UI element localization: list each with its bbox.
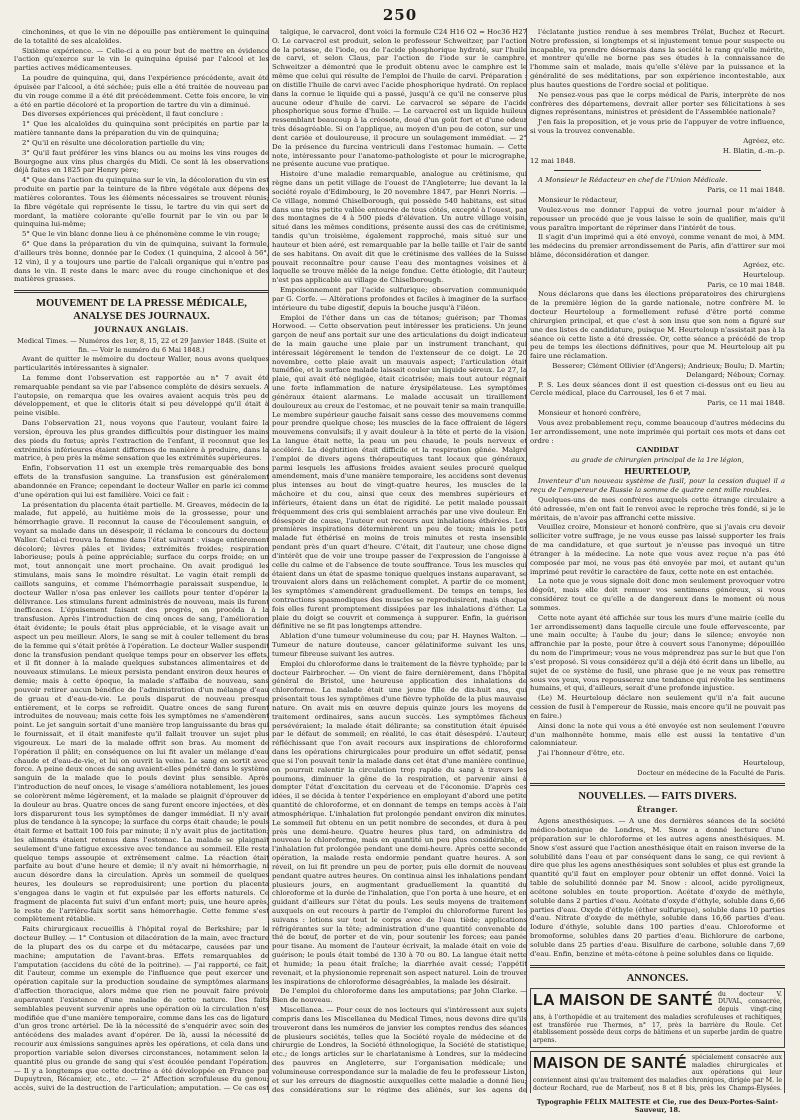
paragraph: Dans l'observation 21, nous voyons que l'auteur, voulant faire la version, éprouva les plus grandes difficultés pour distinguer les mains des pieds du fœtus; après l'extraction de l'enfant, il reconnut que les extrémités inférieures étaient difformes de manière à produire, dans la matrice, à peu près la même sensation que les extrémités supérieures. [14,419,269,463]
news-title: NOUVELLES. — FAITS DIVERS. [578,791,737,803]
paragraph: 6° Que dans la préparation du vin de quinquina, suivant la formule, d'ailleurs très bonne, donnée par le Codex (1 quinquina, 2 alcool à 56°, 12 vin), il y a toujours une partie de l'alcali organique qui n'entre pas dans le vin. Il reste dans le marc avec du rouge cinchonique et des matières grasses. [14,240,269,284]
letter-blatin-date: 12 mai 1848. [530,156,576,165]
advertisement-rochard [530,1051,785,1093]
paragraph: La note que je vous signale doit donc mon seulement provoquer votre dégoût, mais elle doit remuer vos sentimens généreux, si vous considérez tout ce qu'elle a de dangereux dans le moment où nous sommes. [530,577,785,612]
paragraph: Faits chirurgicaux recueillis à l'hôpital royal de Berkshire; par le docteur Bulley. — 1° Contusion et dilacération de la main, avec fracture de la plupart des os du carpe et du métacarpe, causées par une machine; amputation de l'avant-bras. Effets remarquables de l'amputation (accidens du côté de la poitrine). — J'ai rapporté, ce fait, dit l'auteur, comme un exemple de l'influence que peut exercer une opération capitale sur la production soudaine de symptômes alarmans d'affection thoracique, alors même que rien ne pouvait faire prévoir auparavant l'existence d'une maladie de cette nature. Des faits semblables peuvent survenir après une opération où la circulation n'est modifiée que d'une manière temporaire, comme dans les cas de ligature d'un gros tronc artériel. De là la nécessité de s'enquérir avec soin des antécédens des malades avant d'opérer. De là, aussi la nécessité de recourir aux émissions sanguines après les opérations, et cela dans une proportion variable selon diverses circonstances, notamment selon la quantité plus ou grande de sang qui s'est écoulée pendant l'opération. — Il y a longtemps que cette doctrine a été développée en France par Dupuytren, Récamier, etc., etc. — 2° Affection scrofuleuse du genou; accès, suivi de la destruction de l'articulation; amputation. — Ce cas est [14,925,269,1093]
paragraph: Des diverses expériences qui précèdent, il faut conclure : [22,110,224,119]
paragraph: Sixième expérience. — Celle-ci a eu pour but de mettre en évidence l'action qu'exerce sur le vin le quinquina épuisé par l'alcool et les parties actives médicamenteuses. [14,46,269,73]
letter-confrere-date: Paris, ce 11 mai 1848. [707,399,785,408]
declaration-date: Paris, ce 10 mai 1848. [707,280,785,289]
advertisement-duval [530,988,785,1048]
paragraph: 4° Que dans l'action du quinquina sur le vin, la décoloration du vin est produite en partie par la teinture de la fibre végétale aux dépens des matières colorantes. Tous les éléments nécessaires se trouvent réunis; la fibre végétale qui représente le tissu, le tartre du vin qui sert de mordant, la matière colorante qu'elle fournit par le vin ou par le quinquina lui-même; [14,176,269,229]
advertisement-rochard-title: MAISON DE SANTÉ [533,1054,687,1072]
paragraph: Ne pensez-vous pas que le corps médical de Paris, interprète de nos confrères des départemens, devrait aller porter ses félicitations à ses dignes représentans, ministres et président de l'Assemblée nationale? [530,90,785,117]
column-middle [272,28,527,1093]
paragraph: Emploi du chloroforme dans le traitement de la fièvre typhoïde; par le docteur Fairbrocher. — On vient de faire dernièrement, dans l'hôpital général de Bristol, une heureuse application des inhalations de chloroforme. La malade était une jeune fille de dix-huit ans, qui présentait tous les symptômes d'une fièvre typhoïde de la plus mauvaise nature. On avait mis en œuvre depuis quinze jours les moyens de traitement ordinaires, sans aucun succès. Les symptômes fâcheux persévéraient; la malade était délirante; sa constitution était épuisée par le défaut de sommeil; en réalité, le cas était désespéré. L'auteur, réfléchissant que l'on avait recours aux inspirations de chloroforme dans les opérations chirurgicales pour produire un effet sédatif, pensa que si l'on pouvait tenir la malade dans cet état d'une manière continue, on pourrait ralentir la circulation trop rapide du sang à travers les poumons, diminuer la gêne de la respiration, et parvenir ainsi à dompter l'état d'excitation du cerveau et de l'économie. D'après ces idées, il se décida à tenter l'expérience en employant d'abord une petite quantité de chloroforme, et en donnant de temps en temps accès à l'air atmosphérique. L'inhalation fut prolongée pendant environ dix minutes. Le sommeil fut obtenu en un petit nombre de secondes, et dura à peu près une demi-heure. Quatre heures plus tard, on administra de nouveau le chloroforme, mais en quantité un peu plus considérable, et l'inhalation fut prolongée pendant une demi-heure. Après cette seconde opération, la malade resta endormie pendant quatre heures. A son réveil, on lui fit prendre un peu de porter, puis elle dormit de nouveau pendant quatre autres heures. On continua ainsi les inhalations pendant plusieurs jours, en augmentant graduellement la quantité du chloroforme et la durée de l'inhalation, que l'on porta à une heure, et en guidant d'ailleurs sur l'état du pouls. Les seuls moyens de traitement auxquels on eut recours à partir de l'emploi du chloroforme furent les suivans : lotions sur tout le corps avec de l'eau tiède; applications réfrigérantes sur la tête; administration d'une quantité convenable de thé de bœuf, de porter et de vin, pour soutenir les forces; eau panée pour tisane. Au moment de l'auteur écrivait, la malade était en voie de guérison; le pouls était tombé de 130 à 70 ou 80. La langue était nette et humide; la peau était fraîche; la diarrhée avait cessé; l'appétit revenait, et la physionomie reprenait son aspect naturel. Loin de trouver les inspirations de chloroforme désagréables, la malade les désirait. [272,659,527,986]
column-left [14,28,269,1093]
paragraph: l'éclatante justice rendue à ses membres Trélat, Buchez et Recurt. Notre profession, si longtemps et si injustement tenue pour suspecte ou incapable, va prendre désormais dans la société le rang qu'elle mérite, et montrer qu'elle ne borne pas ses études à la connaissance de l'homme sain et malade, mais qu'elle s'élève par la puissance et la généralité de ses méditations, par son expérience incontestable, aux plus hautes questions de l'ordre social et politique. [530,28,785,89]
page-number: 250 [382,6,418,24]
candidat-line: au grade de chirurgien principal de la 1re légion, [571,456,744,465]
paragraph: Enfin, l'observation 11 est un exemple très remarquable des bons effets de la transfusion sanguine. La transfusion est généralement abandonnée en France; cependant le docteur Waller en parle ici comme d'une opération qui lui est familière. Voici ce fait : [14,464,269,499]
letter-blatin-greeting: Agréez, etc. [743,136,785,145]
letter-confrere-body [530,496,785,758]
paragraph: J'ai l'honneur d'être, etc. [538,749,625,758]
letter-heurteloup-address: A Monsieur le Rédacteur en chef de l'Union Médicale. [538,176,728,185]
press-section-subtitle: JOURNAUX ANGLAIS. [94,325,189,335]
paragraph: Il s'agit d'un imprimé qui a été envoyé, comme venant de moi, à MM. les médecins du premier arrondissement de Paris, afin d'attirer sur moi blâme, déconsidération et danger. [530,233,785,260]
paragraph: cinchonines, et que le vin ne dépouille pas entièrement le quinquina de la totalité de ses alcaloïdes. [14,28,269,45]
letter-heurteloup-signature: Heurteloup. [742,270,785,279]
paragraph: Avant de quitter le mémoire du docteur Waller, nous avons quelques particularités intéressantes à signaler. [14,355,269,373]
candidat-label: CANDIDAT [636,446,679,455]
letter-confrere-signature: Heurteloup, [742,759,785,767]
column-left-intro [14,28,269,284]
press-section-title: MOUVEMENT DE LA PRESSE MÉDICALE, ANALYSE DES JOURNAUX. [36,298,247,323]
press-section-reference: Medical Times. — Numéros des 1er, 8, 15, 22 et 29 Janvier 1848. (Suite et fin. — Voir le numéro du 6 Mai 1848.) [17,337,266,354]
paragraph: Nous déclarons que dans les élections préparatoires des chirurgiens de la première légion de la garde nationale, notre confrère M. le docteur Heurteloup a formellement refusé d'être porté comme chirurgien principal, et que c'est à son insu que son nom a figuré sur une des listes de candidature, puisque M. Heurteloup n'assistait pas à la séance où cette liste a été dressée. Or, cette séance a précédé de trop peu de temps les élections définitives, pour que M. Heurteloup ait pu faire une réclamation. [530,290,785,361]
paragraph: 1° Que les alcaloïdes du quinquina sont précipités en partie par la matière tannante dans la préparation du vin de quinquina; [14,120,269,138]
letter-blatin-body [530,28,785,136]
paragraph: Histoire d'une maladie remarquable, analogue au crétinisme, qui règne dans un petit village de l'ouest de l'Angleterre; lue devant la la société royale d'Edimbourg, le 20 novembre 1847, par Henri Norris. — Ce village, nommé Chiselborough, qui possède 540 habitans, est situé dans une très petite vallée entourée de tous côtés, excepté à l'ouest, par des montagnes de 4 à 500 pieds d'élévation. Un autre village voisin, situé dans les mêmes conditions, présente aussi des cas de crétinisme, tandis qu'un troisième, également rapproché, mais situé sur une hauteur et bien aéré, est remarquable par la belle taille et l'air de santé de ses habitans. On avait dit que le crétinisme des vallées de la Suisse pouvait reconnaître pour cause l'eau des montagnes voisines et à laquelle se trouve mêlée de la neige fondue. Cette étiologie, dit l'auteur, n'est pas applicable au village de Chiselborough. [272,170,527,285]
declaration-body [530,290,785,361]
paragraph: (Le) M. Heurteloup déclare non seulement qu'il n'a fait aucune cession de fusil à l'empereur de Russie, mais encore qu'il ne pouvait pas en faire.) [530,694,785,720]
paragraph: Monsieur le rédacteur, [538,196,618,205]
advertisement-duval-title: LA MAISON DE SANTÉ [533,991,713,1009]
paragraph: 2° Qu'il en résulte une décoloration partielle du vin; [22,138,205,147]
printer-footer: Typographie FÉLIX MALTESTE et Cie, rue des Deux-Portes-Saint-Sauveur, 18. [536,1098,779,1114]
paragraph: La poudre de quinquina, qui, dans l'expérience précédente, avait été épuisée par l'alcool, a été séchée; puis elle a été traitée de nouveau par du vin rouge comme il a été dit précédemment. Cette fois encore, le vin a été en partie décoloré et la proportion de tartre du vin a diminué. [14,74,269,109]
candidat-name: HEURTELOUP, [624,466,691,477]
column-middle-body [272,28,527,1093]
news-subtitle: Étranger. [636,805,679,815]
paragraph: De l'emploi du chloroforme dans les amputations; par John Clarke. — Bien de nouveau. [272,987,527,1005]
section-divider [530,783,785,786]
declaration-postscript: P. S. Les deux séances dont il est question ci-dessus ont eu lieu au Cercle médical, place du Carrousel, les 6 et 7 mai. [530,380,785,398]
letter-blatin-signature: H. Blatin, d.-m.-p. [722,146,785,155]
letter-divider [554,170,761,171]
column-left-body [14,355,269,1093]
paragraph: Ainsi donc la note qui vous a été envoyée est non seulement l'œuvre d'un malhonnête homme, mais elle est aussi la tentative d'un calomniateur. [530,721,785,748]
paragraph: 3° Qu'il faut préférer les vins blancs ou au moins les vins rouges de Bourgogne aux vins plus chargés du Midi. Ce sont là les observations déjà faites en 1825 par Henry père; [14,148,269,175]
paragraph: 5° Que le vin blanc donne lieu à ce phénomène comme le vin rouge; [22,230,261,239]
paragraph: La femme dont l'observation est rapportée au n° 7 avait été remarquable pendant sa vie par l'absence complète de désirs sexuels. A l'autopsie, on remarqua que les ovaires avaient acquis très peu de développement, et que le clitoris était si peu développé qu'il était à peine visible. [14,373,269,418]
column-right [530,28,785,1093]
paragraph: J'en fais la proposition, et je vous prie de l'appuyer de votre influence, si vous la trouvez convenable. [530,118,785,136]
letter-heurteloup-date: Paris, ce 11 mai 1848. [707,186,785,195]
advertisement-duval-text: du docteur V. DUVAL, consacrée, depuis vingt-cinq ans, à l'orthopédie et au traitement des maladies scrofuleuses et rachitiques, est transférée rue Thermes, n° 17, près la barrière du Roule. Cet établissement possède deux corps de bâtimens et un superbe jardin de quatre arpens. [533,990,782,1045]
paragraph: Ablation d'une tumeur volumineuse du cou; par H. Haynes Walton. — Tumeur de nature douteuse, cancer gélatiniforme suivant les uns, tumeur fibreuse suivant les autres. [272,632,527,658]
paragraph: talgique, le carvacrol, dont voici la formule C24 H16 O2 = Hoc36 H27 O. Le carvacrol est produit, selon le professeur Schweitzer, par l'action de la potasse, de l'iode, ou de l'acide phosphorique hydraté, sur l'huile de carvi, et selon Claus, par l'action de l'iode sur le camphre. Schweitzer a démontré que le produit obtenu avec le camphre est le même que celui qui résulte de l'emploi de l'huile de carvi. Préparation : on distille l'huile de carvi avec l'acide phosphorique hydraté. On replace dans la cornue le liquide qui a passé, jusqu'à ce qu'il ne conserve plus aucune odeur d'huile de carvi. Le carvacrol se sépare de l'acide phosphorique sous forme d'huile. — Le carvacrol est un liquide huileux ressemblant beaucoup à la créosote, doué d'un goût fort et d'une odeur très désagréable. Si on l'applique, au moyen d'un peu de coton, sur une dent cariée et douloureuse, il procure un soulagement immédiat. — 2° De la présence du furcina ventriculi dans l'estomac humain. — Cette note, intéressante pour l'anatomo-pathologiste et pour le micrographe, ne présente aucune vue pratique. [272,28,527,169]
paragraph: Cette note ayant été affichée sur tous les murs d'une mairie (celle du 1er arrondissement) dans laquelle circule une foule effervescente, par une main occulte; à l'aube du jour; dans le silence; envoyée non affranchie par la poste, pour être à couvert sous l'anonyme; dépouillée du nom de l'imprimeur; vous ne vous méprendrez pas sur le but que l'on s'est proposé. Si vous considérez qu'il a déjà été écrit dans un libelle, au sujet de ce système de fusil, une phrase que je ne veux pas remettre sous vos yeux, vous repousserez une tendance qui révolte les sentimens humains, et qui, d'ailleurs, serait d'une profonde injustice. [530,613,785,693]
section-divider [530,965,785,968]
paragraph: La présentation du placenta était partielle. M. Greaves, médecin de la malade, fut appelé, au huitième mois de la grossesse, pour une hémorrhagie grave. Il reconnut la cause de l'écoulement sanguin, et voyant sa malade dans un désespoir, il réclama le concours du docteur Waller. Celui-ci trouva la femme dans l'état suivant : visage entièrement décoloré; lèvres pâles et livides; extrémités froides; respiration laborieuse; pouls à peine appréciable; surface du corps froide; en un mot, tout annonçait une mort prochaine. On avait prodigué les stimulans, mais sans le moindre résultat. Le vagin était rempli de caillots sanguins, et comme l'hémorrhagie paraissait suspendue, le docteur Waller n'osa pas enlever les caillots pour tenter d'opérer la délivrance. Les stimulans furent administrés de nouveau, mais ils furent inefficaces. L'épuisement faisant des progrès, on procéda à la transfusion. Après l'introduction de cinq onces de sang, l'amélioration était évidente; le pouls était plus appréciable, et le visage avait un aspect un peu meilleur. Alors, le sang se mit à couler tellement du bras de la femme qui s'était prêtée à l'opération. Le docteur Waller suspendit donc la transfusion pendant quelque temps pour en observer les effets, et il fit donner à la malade quelques substances alimentaires et de nouveaux stimulans. Le mieux persista pendant environ deux heures et demie; mais à cette époque, la malade s'affaiba de nouveau, sans pouvoir retirer aucun bénéfice de l'administration d'un mélange d'eau de gruau et d'eau-de-vie. Le pouls disparut de nouveau presque entièrement, et le corps se refroidit. Quatre onces de sang furent introduites de nouveau; mais cette fois les symptômes ne s'amendèrent point. Le jet sanguin sortait d'une manière trop languissante du bras qui le fournissait, et il était manifeste qu'il fallait trouver un sujet plus vigoureux. Le mari de la malade offrit son bras. Au moment de l'opération il pâlit; en conséquence on lui fit avaler un mélange d'eau chaude et d'eau-de-vie, et lui on ouvrit la veine. Le sang en sortit avec force. A peine deux onces de sang avaient-elles pénétré dans le système sanguin de la malade que le pouls devint plus sensible. Après l'introduction de neuf onces, le visage s'améliora notablement, les joues se colorèrent même légèrement, et la malade se plaignit d'éprouver de la douleur au bras. Quatre onces de sang furent encore injectées, et dès lors disparurent tous les symptômes de danger immédiat. Il n'y avait plus de tendance à la syncope; la surface du corps était chaude; le pouls était ferme et battait 100 fois par minute; il n'y avait plus de jactitation; les aliments étaient retenus dans l'estomac. La malade se plaignait seulement d'une fatigue excessive avec tendance au sommeil. Elle resta quelque temps assoupie et extrêmement calme. La réaction était parfaite au bout d'une heure et demie; il n'y avait ni hémorrhagie, ni aucun désordre dans la circulation. Après un sommeil de quelques heures, les douleurs se reproduisirent; une portion du placenta s'engagea dans le vagin et fut expulsée par les efforts naturels. Ce fragment de placenta fut suivi d'un enfant mort; puis, une heure après, le reste de l'arrière-faix sortit sans hémorrhagie. Cette femme s'est complètement rétablie. [14,500,269,924]
ads-title: ANNONCES. [626,972,689,984]
declaration-signers: Besserer; Clément Ollivier (d'Angers); Andrieux; Boulu; D. Martin; Delangard; Néboux; Cornay. [552,361,785,379]
paragraph: Miscellanea. — Pour ceux de nos lecteurs qui s'intéressent aux sujets compris dans les Miscellanea du Medical Times, nous devons dire qu'ils trouveront dans les numéros de janvier les comptes rendus des séances de plusieurs sociétés, telles que la Société royale de médecine et de chirurgie de Londres, la Société éthnologique, la Société de statistique, etc.; de longs articles sur le charlatanisme à Londres, sur la médecine des pauvres en Angleterre, sur l'organisation médicale; une volumineuse correspondance sur la maladie de feu le professeur Liston, et sur les erreurs de diagnostic auxquelles cette maladie a donné lieu; des considérations sur le régime des aliénés, sur les agens de [272,1006,527,1093]
paragraph: Voulez-vous me donner l'appui de votre journal pour m'aider à repousser un procédé que je vous laisse le soin de qualifier, mais qu'il vous paraîtra important de réprimer dans l'intérêt de tous. [530,205,785,232]
paragraph: Monsieur et honoré confrère, [538,409,642,418]
advertisement-rochard-text: spécialement consacrée aux maladies chirurgicales et aux opérations qui leur conviennent ainsi qu'au traitement des maladies chroniques, dirigée par M. le docteur Rochard, rue de Marbeuf, nos 8 et 8 bis, près les Champs-Élysées. [533,1053,782,1092]
paragraph: Vous avez probablement reçu, comme beaucoup d'autres médecins du 1er arrondissement, une note imprimée qui portait ces mots et dans cet ordre : [530,418,785,445]
letter-confrere-intro [530,409,785,445]
letter-heurteloup-greeting: Agréez, etc. [743,260,785,269]
paragraph: Emploi de l'éther dans un cas de tétanos; guérison; par Thomas Horwood. — Cette observation peut intéresser les praticiens. Un jeune garçon de neuf ans portait sur une des articulations du doigt indicateur de la main gauche une plaie par un instrument tranchant, qui intéressait légèrement le tendon de l'extenseur de ce doigt. Le 20 novembre, cette plaie avait un mauvais aspect; l'articulation était tuméfiée, et la surface malade laissait couler un liquide séreux. Le 27, la plaie, qui avait été négligée, était cicatrisée; mais tout autour régnait une forte inflammation de nature érysipélateuse. Les symptômes généraux étaient alarmans. Le malade accusait un tiraillement douloureux au creux de l'estomac, et ne pouvait tenir sa main tranquille. Le membre supérieur gauche faisait sans cesse des mouvemens comme pour prendre quelque chose; les muscles de la face offraient de légers mouvemens convulsifs; il y avait douleur à la tête et perte de la vision. La langue était nette, la peau un peu chaude, le pouls nerveux et accéléré. La déglutition était difficile et la respiration gênée. Malgré l'emploi de divers agens thérapeutiques tant locaux que généraux, parmi lesquels les affusions froides avaient seules procuré quelque amendement, mais d'une manière temporaire, les accidens sont devenus plus intenses au bout de vingt-quatre heures, les muscles de la mâchoire et du cou, ainsi que ceux des membres supérieurs et inférieurs, étaient dans un état de rigidité. Le petit malade poussait fréquemment des cris qui semblaient arrachés par une vive douleur. En désespoir de cause, l'auteur eut recours aux inhalations éthérées. Les premières inspirations déterminèrent un peu de toux; mais le petit malade fut éthérisé en moins de trois minutes et resta insensible pendant près d'un quart d'heure. C'était, dit l'auteur, une chose digne d'intérêt que de voir une troupe passer de l'expression de l'angoisse à celle du calme et de l'absence de toute souffrance. Tous les muscles qui étaient dans un état de spasme tonique quelques instans auparavant, se trouvaient alors dans un relâchement complet. A partir de ce moment, les symptômes s'amendèrent graduellement. De temps en temps, les contractions spasmodiques des muscles se reproduisirent, mais chaque fois elles furent promptement dissipées par les inhalations d'éther. La plaie du doigt se couvrit et commença à suppurer. Enfin, la guérison définitive ne se fit pas longtemps attendre. [272,313,527,631]
letter-heurteloup-body [530,196,785,260]
section-divider [14,290,269,293]
news-paragraph: Agens anesthésiques. — A une des dernières séances de la société médico-botanique de Londres, M. Snow a donné lecture d'une préparation sur le chloroforme et les autres agens anesthésiques. M. Snow s'est assuré que l'action anesthésique était en raison inverse de la solubilité dans l'eau et par conséquent dans le sang, ce qui revient à dire que plus les agens anesthésiques sont solubles et plus est grande la quantité qu'il faut en employer pour obtenir un effet donné. Voici la table de solubilité donnée par M. Snow : alcool, acide pyroligneux, acétone solubles en toute proportion. Acétate d'oxyde de méthyle, soluble dans 2 parties d'eau. Acétate d'oxyde d'éthyle, soluble dans 6,66 parties d'eau. Oxyde d'éthyle (éther sulfurique), soluble dans 10 parties d'eau. Nitrate d'oxyde de méthyle, soluble dans 16,66 parties d'eau. Iodure d'éthyle, soluble dans 100 parties d'eau. Chloroforme et bromoforme, solubles dans 20 parties d'eau. Bichlorure de carbone, soluble dans 25 parties d'eau. Bisulfure de carbone, soluble dans 7,69 d'eau. Enfin, benzine et méta-cétone à peine solubles dans ce liquide. [530,817,785,958]
paragraph: Empoisonnement par l'acide sulfurique; observation communiquée par G. Corfe. — Altérations profondes et faciles à imaginer de la surface intérieure du tube digestif, depuis la bouche jusqu'à l'iléon. [272,286,527,312]
paragraph: Veuillez croire, Monsieur et honoré confrère, que si j'avais cru devoir solliciter votre suffrage, je ne vous eusse pas laissé supporter les frais de ma candidature, et que surtout je n'eusse pas invoqué un titre étranger à la médecine. La note que vous avez reçue n'a pas été composée par moi, ne vous pas été envoyée par moi, et autant qu'un imprimé peut revêtir le caractère de faux, cette note en est entachée. [530,523,785,576]
paragraph: Quelques-uns de mes confrères auxquels cette étrange circulaire a été adressée, m'en ont fait le renvoi avec le reproche très fondé, si je le méritais, de n'avoir pas affranchi cette missive. [530,495,785,522]
letter-confrere-title: Docteur en médecine de la Faculté de Paris. [637,768,785,777]
candidat-description: Inventeur d'un nouveau système de fusil, pour la cession duquel il a reçu de l'empereur de Russie la somme de quatre cent mille roubles. [530,477,785,495]
